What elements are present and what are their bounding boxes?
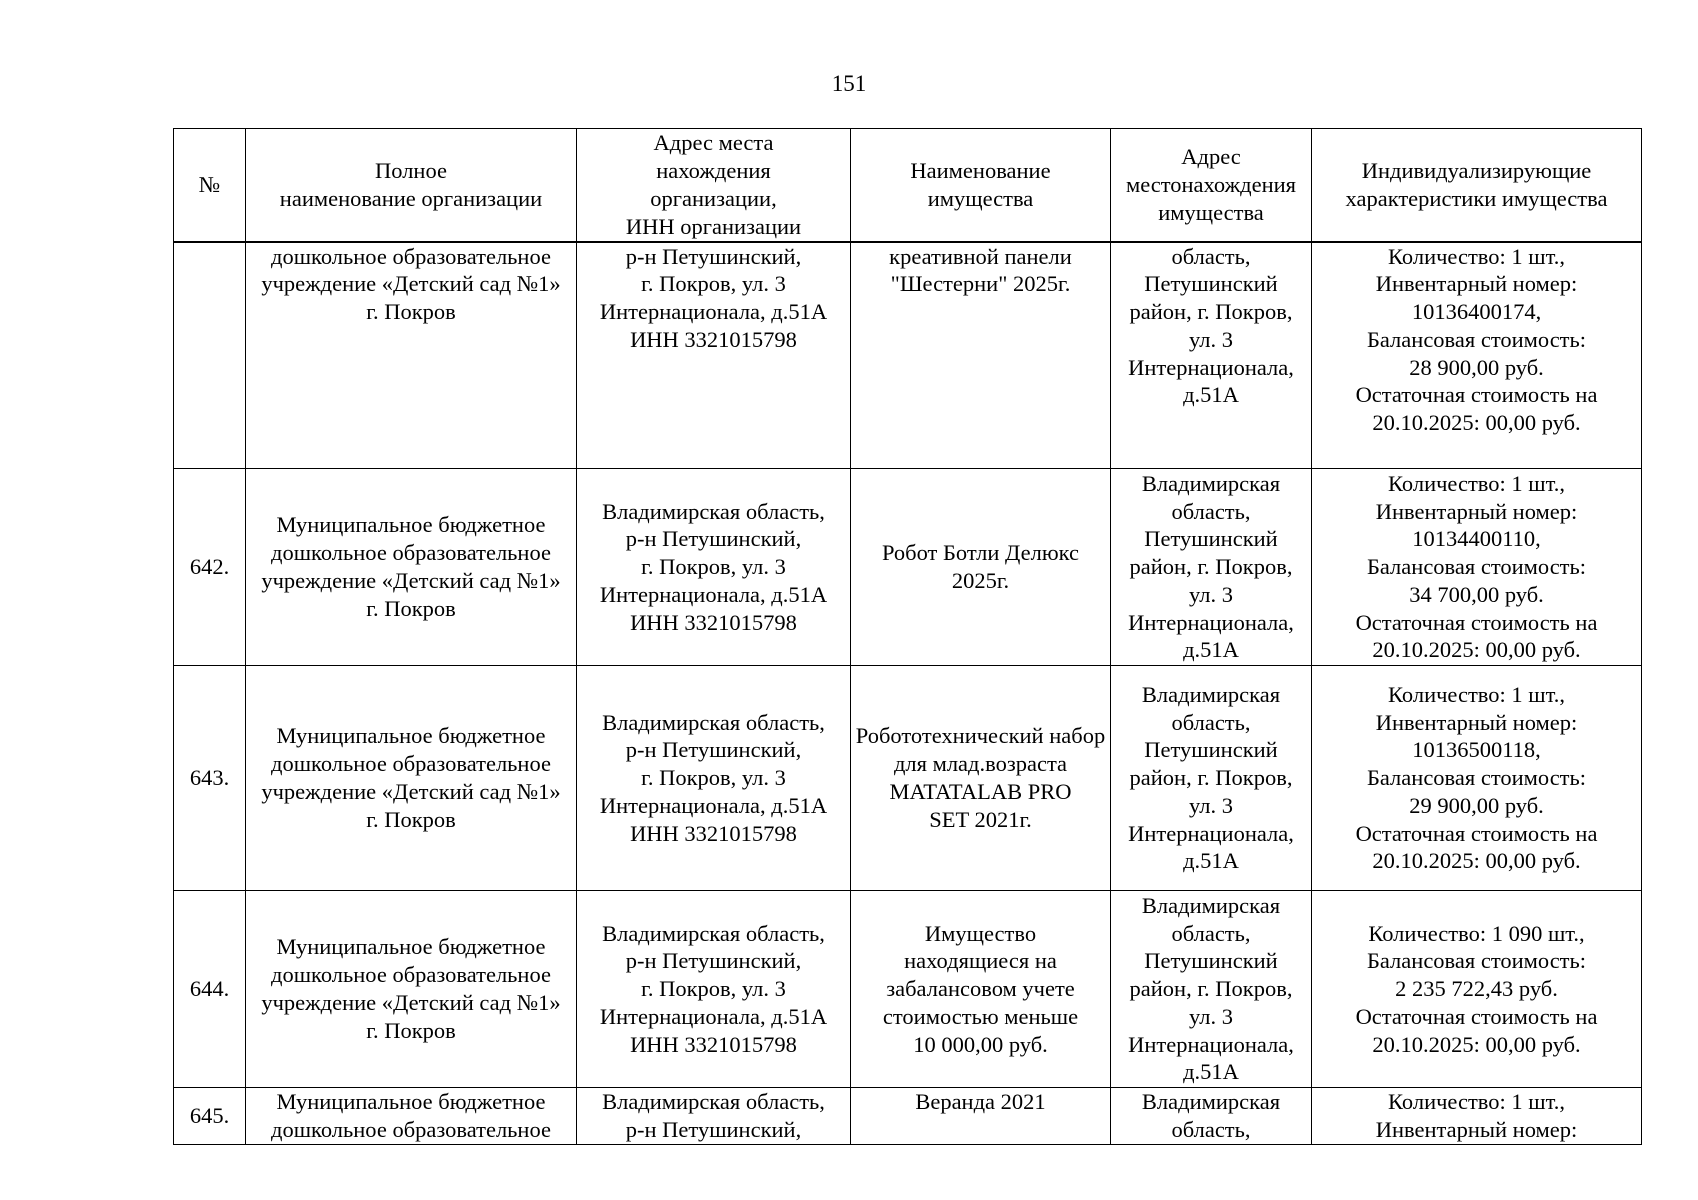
- cell-characteristics: Количество: 1 шт., Инвентарный номер: 10134400110, Балансовая стоимость: 34 700,00 руб. Остаточная стоимость на 20.10.2025: 00,00 руб.: [1312, 469, 1642, 666]
- cell-num: 642.: [174, 469, 246, 666]
- cell-property-address: Владимирская область, Петушинский район, г. Покров, ул. 3 Интернационала, д.51А: [1111, 891, 1312, 1088]
- cell-org-name: дошкольное образовательное учреждение «Детский сад №1» г. Покров: [246, 242, 577, 469]
- cell-property-name: Робототехнический набор для млад.возраста MATATALAB PRO SET 2021г.: [851, 666, 1111, 891]
- cell-characteristics: Количество: 1 090 шт., Балансовая стоимость: 2 235 722,43 руб. Остаточная стоимость на 20.10.2025: 00,00 руб.: [1312, 891, 1642, 1088]
- cell-num: [174, 242, 246, 469]
- cell-characteristics: Количество: 1 шт., Инвентарный номер: 10136500118, Балансовая стоимость: 29 900,00 руб. Остаточная стоимость на 20.10.2025: 00,00 руб.: [1312, 666, 1642, 891]
- cell-num: 644.: [174, 891, 246, 1088]
- cell-property-name: Робот Ботли Делюкс 2025г.: [851, 469, 1111, 666]
- cell-property-address: Владимирская область, Петушинский район, г. Покров, ул. 3 Интернационала, д.51А: [1111, 666, 1312, 891]
- cell-characteristics: Количество: 1 шт., Инвентарный номер:: [1312, 1088, 1642, 1145]
- cell-property-address: Владимирская область,: [1111, 1088, 1312, 1145]
- table-row: [174, 242, 1642, 469]
- cell-org-address: р-н Петушинский, г. Покров, ул. 3 Интернационала, д.51А ИНН 3321015798: [577, 242, 851, 469]
- table-header: [174, 129, 1642, 242]
- cell-property-address: область, Петушинский район, г. Покров, ул. 3 Интернационала, д.51А: [1111, 242, 1312, 469]
- header-property-address: Адрес местонахождения имущества: [1111, 129, 1312, 242]
- cell-org-name: Муниципальное бюджетное дошкольное образовательное учреждение «Детский сад №1» г. Покров: [246, 666, 577, 891]
- header-org-name: Полное наименование организации: [246, 129, 577, 242]
- cell-num: 645.: [174, 1088, 246, 1145]
- page-number: 151: [831, 71, 867, 96]
- cell-property-name: Имущество находящиеся на забалансовом учете стоимостью меньше 10 000,00 руб.: [851, 891, 1111, 1088]
- header-property-name: Наименование имущества: [851, 129, 1111, 242]
- table-row: [174, 469, 1642, 666]
- cell-org-name: Муниципальное бюджетное дошкольное образовательное учреждение «Детский сад №1» г. Покров: [246, 469, 577, 666]
- table-row: [174, 666, 1642, 891]
- cell-property-name: креативной панели "Шестерни" 2025г.: [851, 242, 1111, 469]
- table-body: [174, 242, 1642, 1145]
- cell-org-name: Муниципальное бюджетное дошкольное образовательное учреждение «Детский сад №1» г. Покров: [246, 891, 577, 1088]
- cell-property-name: Веранда 2021: [851, 1088, 1111, 1145]
- cell-org-address: Владимирская область, р-н Петушинский, г. Покров, ул. 3 Интернационала, д.51А ИНН 3321015798: [577, 666, 851, 891]
- cell-org-address: Владимирская область, р-н Петушинский, г. Покров, ул. 3 Интернационала, д.51А ИНН 3321015798: [577, 469, 851, 666]
- header-org-address: Адрес места нахождения организации, ИНН организации: [577, 129, 851, 242]
- header-characteristics: Индивидуализирующие характеристики имущества: [1312, 129, 1642, 242]
- table-row: [174, 1088, 1642, 1145]
- property-registry-table: [173, 128, 1642, 1145]
- cell-num: 643.: [174, 666, 246, 891]
- cell-org-address: Владимирская область, р-н Петушинский, г. Покров, ул. 3 Интернационала, д.51А ИНН 3321015798: [577, 891, 851, 1088]
- cell-characteristics: Количество: 1 шт., Инвентарный номер: 10136400174, Балансовая стоимость: 28 900,00 руб. Остаточная стоимость на 20.10.2025: 00,00 руб.: [1312, 242, 1642, 469]
- table-row: [174, 891, 1642, 1088]
- header-num: №: [174, 129, 246, 242]
- cell-org-address: Владимирская область, р-н Петушинский,: [577, 1088, 851, 1145]
- cell-org-name: Муниципальное бюджетное дошкольное образовательное: [246, 1088, 577, 1145]
- header-row: [174, 129, 1642, 242]
- cell-property-address: Владимирская область, Петушинский район, г. Покров, ул. 3 Интернационала, д.51А: [1111, 469, 1312, 666]
